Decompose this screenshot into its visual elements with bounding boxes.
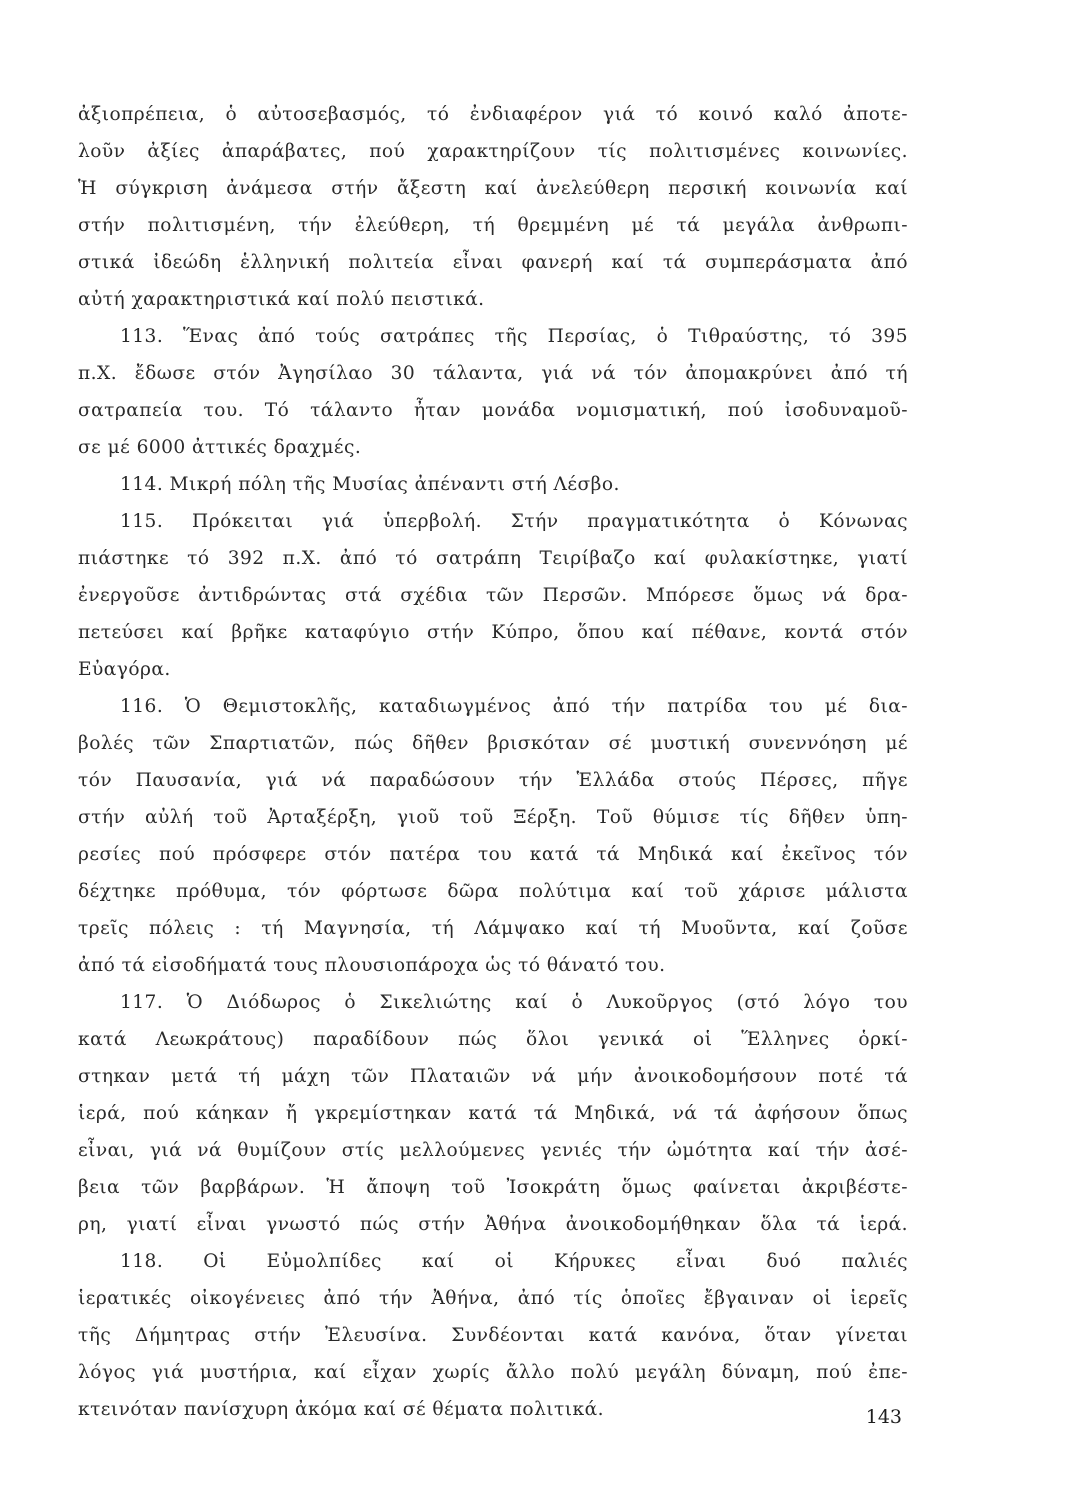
note-116-start: 116. Ὁ Θεμιστοκλῆς, καταδιωγμένος ἀπό τήν πατρίδα του μέ δια- xyxy=(120,696,908,717)
text-line: πιάστηκε τό 392 π.Χ. ἀπό τό σατράπη Τειρίβαζο καί φυλακίστηκε, γιατί xyxy=(78,548,908,569)
text-line: στήν πολιτισμένη, τήν ἐλεύθερη, τή θρεμμένη μέ τά μεγάλα ἀνθρωπι- xyxy=(78,215,908,236)
text-line: τόν Παυσανία, γιά νά παραδώσουν τήν Ἑλλάδα στούς Πέρσες, πῆγε xyxy=(78,770,908,791)
text-line: σε μέ 6000 ἀττικές δραχμές. xyxy=(78,437,362,458)
text-line: λοῦν ἀξίες ἀπαράβατες, πού χαρακτηρίζουν τίς πολιτισμένες κοινωνίες. xyxy=(78,141,908,162)
text-line: τῆς Δήμητρας στήν Ἐλευσίνα. Συνδέονται κατά κανόνα, ὅταν γίνεται xyxy=(78,1325,908,1346)
note-114: 114. Μικρή πόλη τῆς Μυσίας ἀπέναντι στή Λέσβο. xyxy=(120,474,620,495)
text-line: ἱερατικές οἰκογένειες ἀπό τήν Ἀθήνα, ἀπό τίς ὁποῖες ἔβγαιναν οἱ ἱερεῖς xyxy=(78,1288,908,1309)
text-line: τρεῖς πόλεις : τή Μαγνησία, τή Λάμψακο καί τή Μυοῦντα, καί ζοῦσε xyxy=(78,918,908,939)
text-line: πετεύσει καί βρῆκε καταφύγιο στήν Κύπρο, ὅπου καί πέθανε, κοντά στόν xyxy=(78,622,908,643)
text-line: βεια τῶν βαρβάρων. Ἡ ἄποψη τοῦ Ἰσοκράτη ὅμως φαίνεται ἀκριβέστε- xyxy=(78,1177,908,1198)
text-line: κτεινόταν πανίσχυρη ἀκόμα καί σέ θέματα πολιτικά. xyxy=(78,1399,604,1420)
note-117-start: 117. Ὁ Διόδωρος ὁ Σικελιώτης καί ὁ Λυκοῦργος (στό λόγο του xyxy=(120,992,908,1013)
text-line: αὐτή χαρακτηριστικά καί πολύ πειστικά. xyxy=(78,289,485,310)
text-line: εἶναι, γιά νά θυμίζουν στίς μελλούμενες γενιές τήν ὠμότητα καί τήν ἀσέ- xyxy=(78,1140,908,1161)
text-line: λόγος γιά μυστήρια, καί εἶχαν χωρίς ἄλλο πολύ μεγάλη δύναμη, πού ἐπε- xyxy=(78,1362,908,1383)
note-118-start: 118. Οἱ Εὐμολπίδες καί οἱ Κήρυκες εἶναι δυό παλιές xyxy=(120,1251,908,1272)
text-line: στικά ἰδεώδη ἑλληνική πολιτεία εἶναι φανερή καί τά συμπεράσματα ἀπό xyxy=(78,252,908,273)
body-text xyxy=(78,96,908,1428)
text-line: ἱερά, πού κάηκαν ἤ γκρεμίστηκαν κατά τά Μηδικά, νά τά ἀφήσουν ὅπως xyxy=(78,1103,908,1124)
text-line: ρη, γιατί εἶναι γνωστό πώς στήν Ἀθήνα ἀνοικοδομήθηκαν ὅλα τά ἱερά. xyxy=(78,1214,908,1235)
text-line: στήν αὐλή τοῦ Ἀρταξέρξη, γιοῦ τοῦ Ξέρξη. Τοῦ θύμισε τίς δῆθεν ὑπη- xyxy=(78,807,908,828)
note-113-start: 113. Ἕνας ἀπό τούς σατράπες τῆς Περσίας, ὁ Τιθραύστης, τό 395 xyxy=(120,326,908,347)
note-115-start: 115. Πρόκειται γιά ὑπερβολή. Στήν πραγματικότητα ὁ Κόνωνας xyxy=(120,511,908,532)
text-line: βολές τῶν Σπαρτιατῶν, πώς δῆθεν βρισκόταν σέ μυστική συνεννόηση μέ xyxy=(78,733,908,754)
text-line: Εὐαγόρα. xyxy=(78,659,171,680)
text-line: σατραπεία του. Τό τάλαντο ἦταν μονάδα νομισματική, πού ἰσοδυναμοῦ- xyxy=(78,400,908,421)
text-line: κατά Λεωκράτους) παραδίδουν πώς ὅλοι γενικά οἱ Ἕλληνες ὁρκί- xyxy=(78,1029,908,1050)
text-line: ἐνεργοῦσε ἀντιδρώντας στά σχέδια τῶν Περσῶν. Μπόρεσε ὅμως νά δρα- xyxy=(78,585,908,606)
text-line: ἀπό τά εἰσοδήματά τους πλουσιοπάροχα ὡς τό θάνατό του. xyxy=(78,955,666,976)
page-number: 143 xyxy=(865,1406,902,1428)
text-line: π.Χ. ἔδωσε στόν Ἀγησίλαο 30 τάλαντα, γιά νά τόν ἀπομακρύνει ἀπό τή xyxy=(78,363,908,384)
text-line: ρεσίες πού πρόσφερε στόν πατέρα του κατά τά Μηδικά καί ἐκεῖνος τόν xyxy=(78,844,908,865)
text-line: δέχτηκε πρόθυμα, τόν φόρτωσε δῶρα πολύτιμα καί τοῦ χάρισε μάλιστα xyxy=(78,881,908,902)
text-line: στηκαν μετά τή μάχη τῶν Πλαταιῶν νά μήν ἀνοικοδομήσουν ποτέ τά xyxy=(78,1066,908,1087)
text-line: ἀξιοπρέπεια, ὁ αὐτοσεβασμός, τό ἐνδιαφέρον γιά τό κοινό καλό ἀποτε- xyxy=(78,104,908,125)
text-line: Ἡ σύγκριση ἀνάμεσα στήν ἄξεστη καί ἀνελεύθερη περσική κοινωνία καί xyxy=(78,178,908,199)
